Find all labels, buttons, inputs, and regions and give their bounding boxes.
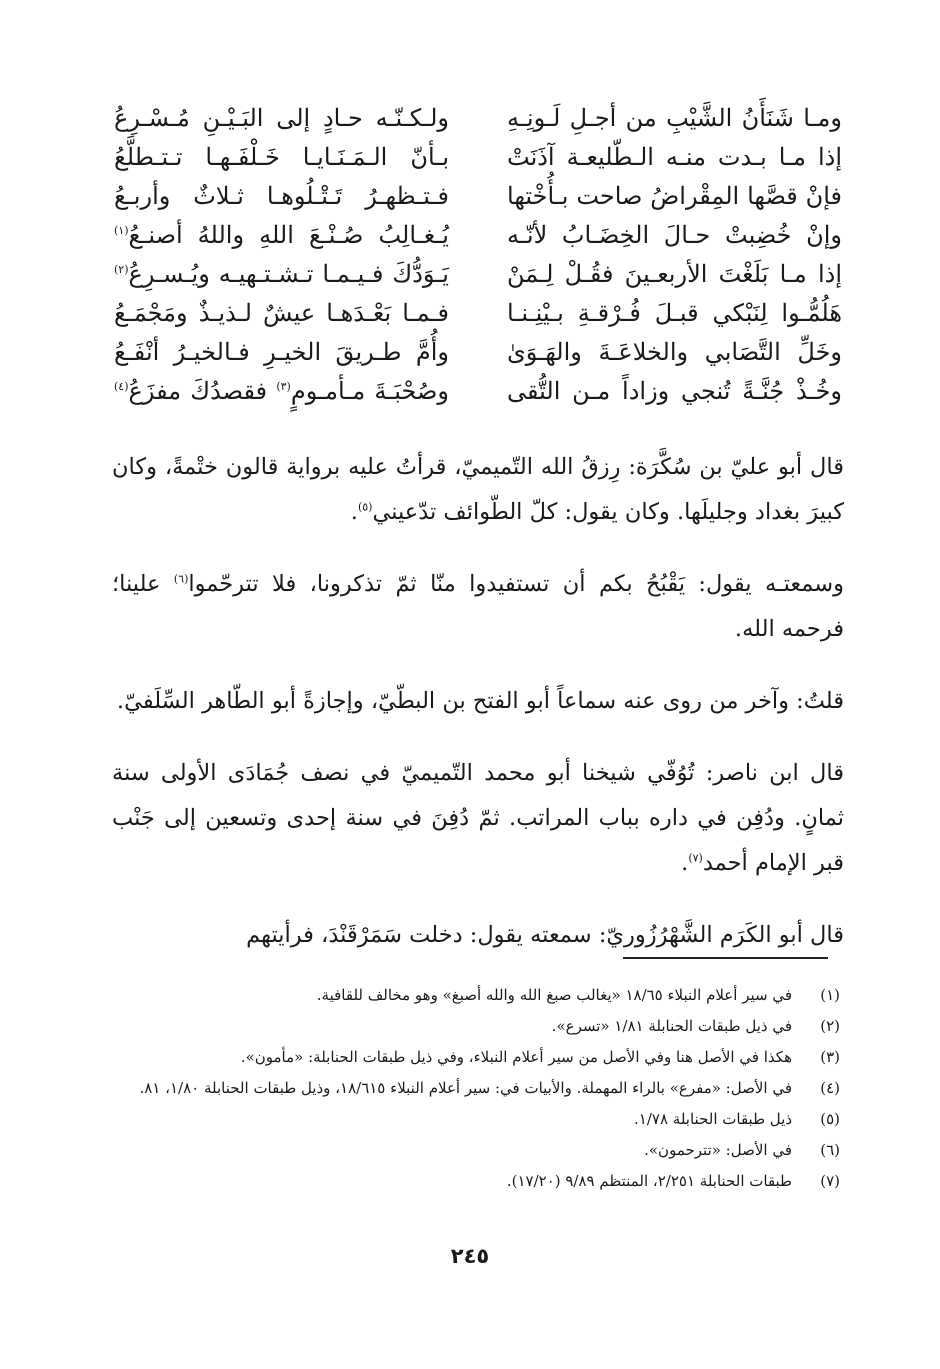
footnote [112, 1166, 844, 1197]
verse-second-half: يُـغـالِبُ صُـنْـعَ اللهِ واللهُ أصنـعُ$^{(١)}$ [114, 220, 449, 249]
verse-first-half: فإنْ قصَّها المِقْراضُ صاحت بـأُخْتها [507, 181, 842, 210]
verse-first-half: وإنْ خُضِبتْ حـالَ الخِضَـابُ لأنّـه [507, 220, 842, 249]
footnote-number: (٣) [820, 1048, 840, 1066]
paragraph: قال أبو الكَرَم الشَّهْرُزُوريّ: سمعته يقول: دخلت سَمَرْقَنْدَ، فرأيتهم [246, 922, 844, 948]
verse-second-half: بـأنّ الـمَـنَـايـا خَـلْفَـهـا تـتـطلَّعُ [114, 142, 449, 171]
paragraph: وسمعتـه يقول: يَقْبُحُ بكم أن تستفيدوا منّا ثمّ تذكرونا، فلا تترحّموا$^{(٦)}$ علينا؛ فرحمه الله. [112, 571, 844, 642]
footnote-text: في سير أعلام النبلاء ١٨/٦٥ «يغالب صبغ الله والله أصبغ» وهو مخالف للقافية. [316, 986, 792, 1004]
verse [112, 293, 842, 332]
verse [112, 371, 842, 410]
footnotes-list [112, 980, 844, 1197]
footnote-number: (٧) [820, 1172, 840, 1190]
verse-first-half: وخُـذْ جُنَّـةً تُنجي وزاداً مـن التُّقى [507, 376, 842, 405]
prose-block [112, 445, 844, 985]
footnote [112, 1011, 844, 1042]
footnote [112, 1104, 844, 1135]
footnote [112, 1042, 844, 1073]
verse-first-half: إذا مـا بَلَغْتَ الأربعـينَ فقُـلْ لِـمَنْ [507, 259, 842, 288]
verse [112, 254, 842, 293]
verse-first-half: إذا مـا بـدت منـه الـطّليعـة آذَنَتْ [507, 142, 842, 171]
footnote-text: في الأصل: «تترحمون». [644, 1141, 792, 1159]
footnote-marker[interactable]: (٢) [114, 262, 129, 276]
verse-second-half: ولـكـنّـه حـادٍ إلى البَـيْـنِ مُـسْـرِعُ [114, 103, 449, 132]
footnote-number: (٢) [820, 1017, 840, 1035]
verse [112, 176, 842, 215]
footnote [112, 1135, 844, 1166]
footnote-marker[interactable]: (٣) [276, 379, 291, 393]
footnote-marker[interactable]: (٧) [688, 851, 703, 865]
verse [112, 98, 842, 137]
footnote [112, 1073, 844, 1104]
paragraph: قال أبو عليّ بن سُكَّرَة: رِزقُ الله التّميميّ، قرأتُ عليه برواية قالون ختْمةً، وكان كبيرَ بغداد وجليلَها. وكان يقول: كلّ الطّوائف تدّعيني$^{(٥)}$. [112, 454, 844, 525]
footnote-text: هكذا في الأصل هنا وفي الأصل من سير أعلام النبلاء، وفي ذيل طبقات الحنابلة: «مأمون». [240, 1048, 792, 1066]
verse [112, 332, 842, 371]
paragraph: قال ابن ناصر: تُوُفّي شيخنا أبو محمد التّميميّ في نصف جُمَادَى الأولى سنة ثمانٍ. ودُفِن في داره بباب المراتب. ثمّ دُفِنَ في سنة إحدى وتسعين إلى جَنْب قبر الإمام أحمد$^{(٧)}$. [112, 760, 844, 876]
footnote [112, 980, 844, 1011]
footnote-text: في ذيل طبقات الحنابلة ١/٨١ «تسرع». [551, 1017, 792, 1035]
footnote-marker[interactable]: (٤) [114, 379, 129, 393]
verse-second-half: فـتـظهـرُ تَـتْـلُوهـا ثـلاثٌ وأربـعُ [114, 181, 449, 210]
footnote-number: (١) [820, 986, 840, 1004]
footnote-text: طبقات الحنابلة ٢/٢٥١، المنتظم ٩/٨٩ (١٧/٢٠). [506, 1172, 792, 1190]
poem-block [112, 98, 842, 410]
footnote-text: في الأصل: «مفرع» بالراء المهملة. والأبيات في: سير أعلام النبلاء ١٨/٦١٥، وذيل طبقات الحنابلة ١/٨٠، ٨١. [139, 1079, 792, 1097]
footnote-separator [623, 957, 828, 959]
footnote-number: (٤) [820, 1079, 840, 1097]
paragraph: قلتُ: وآخر من روى عنه سماعاً أبو الفتح بن البطّيّ، وإجازةً أبو الطّاهر السِّلَفيّ. [116, 688, 844, 714]
footnote-number: (٥) [820, 1110, 840, 1128]
verse-second-half: فـمـا بَعْـدَهـا عيشٌ لـذيـذٌ ومَجْمَـعُ [114, 298, 449, 327]
verse-second-half: يَـوَدُّكَ فـيـمـا تـشـتـهيـه ويُـسـرِعُ$^{(٢)}$ [114, 259, 449, 288]
verse-second-half: وصُحْبَـةَ مـأمـومٍ$^{(٣)}$ فقصدُكَ مفزَعُ$^{(٤)}$ [114, 376, 450, 405]
footnote-marker[interactable]: (٦) [173, 572, 189, 586]
verse [112, 137, 842, 176]
verse-first-half: ومـا شَنَأَنُ الشَّيْبِ من أجـلِ لَـونِـهِ [507, 103, 842, 132]
footnote-marker[interactable]: (٥) [357, 500, 373, 514]
verse-first-half: وخَلِّ التَّصَابي والخلاعَـةَ والهَـوَىٰ [507, 337, 842, 366]
verse-first-half: هَلُمُّـوا لِنَبْكي قبـلَ فُـرْقـةِ بـيْنِـنـا [507, 298, 842, 327]
footnote-marker[interactable]: (١) [114, 223, 129, 237]
page-number: ٢٤٥ [450, 1244, 490, 1268]
verse-second-half: وأُمَّ طـريقَ الخيـرِ فـالخيـرُ أنْفَـعُ [114, 337, 449, 366]
footnote-number: (٦) [820, 1141, 840, 1159]
verse [112, 215, 842, 254]
footnote-text: ذيل طبقات الحنابلة ١/٧٨. [634, 1110, 792, 1128]
